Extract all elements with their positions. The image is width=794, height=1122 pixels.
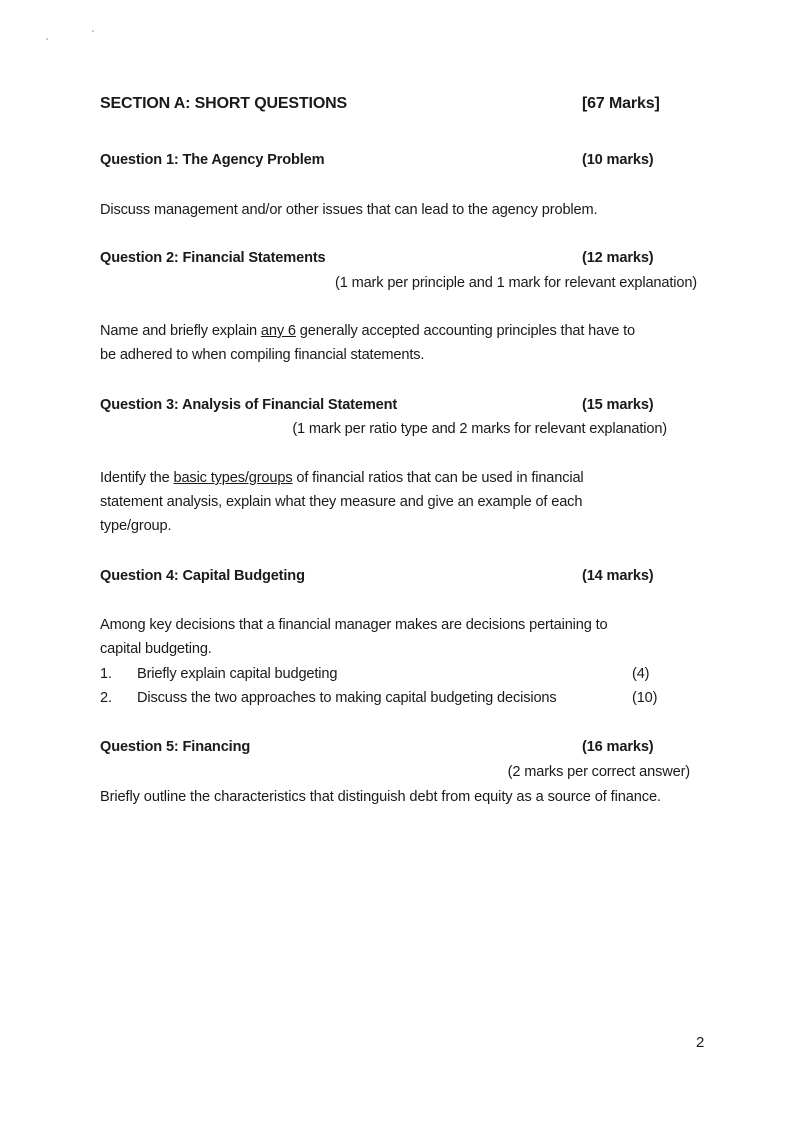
list-item-number: 2. [100,690,112,706]
question-3-body-line1 [100,468,584,488]
question-3-marks: (15 marks) [582,397,654,413]
section-title: SECTION A: SHORT QUESTIONS [100,95,348,112]
text: Identify the [100,470,174,486]
question-2-body-line1 [100,321,635,341]
question-5-title: Question 5: Financing [100,739,251,755]
question-3-note: (1 mark per ratio type and 2 marks for relevant explanation) [292,421,667,437]
question-4-title: Question 4: Capital Budgeting [100,568,305,584]
text: Name and briefly explain [100,323,261,339]
question-5-note: (2 marks per correct answer) [507,764,690,780]
question-3-title: Question 3: Analysis of Financial Statement [100,397,398,413]
question-1-marks: (10 marks) [582,152,654,168]
list-item-number: 1. [100,666,112,682]
question-2-body-line2: be adhered to when compiling financial statements. [100,347,425,363]
page-number: 2 [696,1034,705,1051]
section-marks: [67 Marks] [582,95,660,112]
question-1-body: Discuss management and/or other issues that can lead to the agency problem. [100,202,598,218]
question-4-marks: (14 marks) [582,568,654,584]
underlined-text: basic types/groups [173,470,293,486]
question-3-body-line3: type/group. [100,518,172,534]
question-3-body-line2: statement analysis, explain what they measure and give an example of each [100,494,583,510]
text: generally accepted accounting principles that have to [295,323,636,339]
list-item-marks: (4) [632,666,650,682]
scan-speck [46,38,48,40]
question-5-marks: (16 marks) [582,739,654,755]
question-1-title: Question 1: The Agency Problem [100,152,325,168]
question-2-title: Question 2: Financial Statements [100,250,326,266]
question-5-body: Briefly outline the characteristics that distinguish debt from equity as a source of finance. [100,789,661,805]
scan-speck [92,30,94,32]
underlined-text: any 6 [260,323,296,339]
question-4-body-line2: capital budgeting. [100,641,212,657]
list-item-text: Briefly explain capital budgeting [137,666,338,682]
question-4-body-line1: Among key decisions that a financial manager makes are decisions pertaining to [100,617,608,633]
question-2-marks: (12 marks) [582,250,654,266]
list-item-text: Discuss the two approaches to making capital budgeting decisions [137,690,557,706]
question-2-note: (1 mark per principle and 1 mark for relevant explanation) [335,275,697,291]
list-item-marks: (10) [632,690,658,706]
text: of financial ratios that can be used in financial [292,470,584,486]
